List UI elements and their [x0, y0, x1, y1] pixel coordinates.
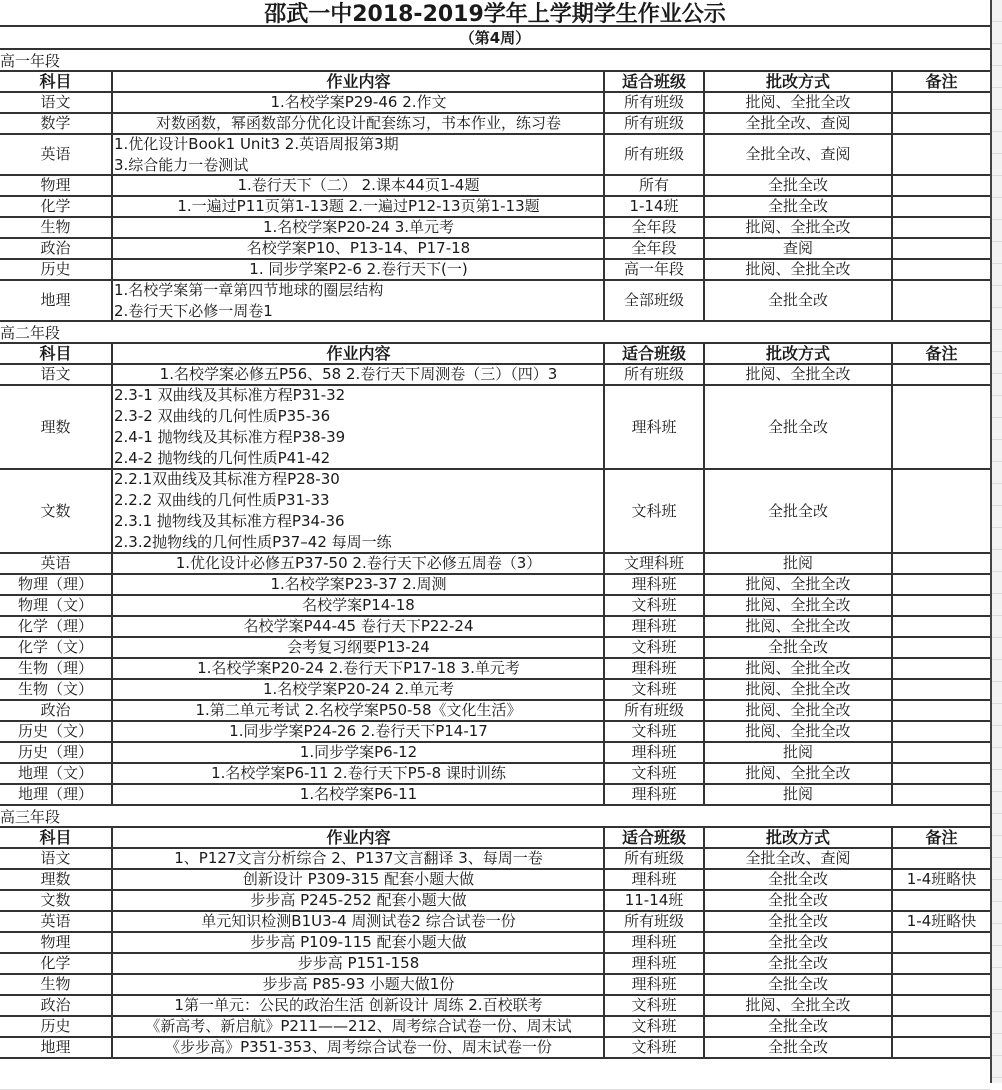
note-cell[interactable] — [893, 954, 990, 973]
empty-row — [0, 1059, 990, 1090]
classes-cell[interactable]: 全年段 — [605, 218, 705, 237]
note-cell[interactable] — [893, 281, 990, 320]
classes-cell[interactable]: 1-14班 — [605, 197, 705, 216]
method-cell[interactable]: 批阅、全批全改 — [705, 996, 893, 1015]
classes-cell[interactable]: 理科班 — [605, 386, 705, 468]
subject-cell[interactable]: 理数 — [0, 870, 113, 889]
content-line: 单元知识检测B1U3-4 周测试卷2 综合试卷一份 — [201, 912, 516, 930]
header-content: 作业内容 — [113, 344, 605, 363]
table-row — [0, 849, 990, 870]
classes-cell[interactable]: 理科班 — [605, 659, 705, 678]
content-cell[interactable] — [113, 954, 605, 973]
table-row — [0, 743, 990, 764]
note-cell[interactable] — [893, 1017, 990, 1036]
classes-cell[interactable]: 所有班级 — [605, 114, 705, 133]
content-line: 2.3-1 双曲线及其标准方程P31-32 — [114, 386, 346, 404]
note-cell[interactable] — [893, 176, 990, 195]
note-cell[interactable] — [893, 659, 990, 678]
content-cell[interactable] — [113, 596, 605, 615]
method-cell[interactable]: 批阅、全批全改 — [705, 596, 893, 615]
subject-cell[interactable]: 地理（文） — [0, 764, 113, 783]
method-cell[interactable]: 全批全改 — [705, 912, 893, 931]
subject-cell[interactable]: 化学（理） — [0, 617, 113, 636]
content-cell[interactable] — [113, 659, 605, 678]
content-line: 1. 同步学案P2-6 2.卷行天下(一) — [249, 260, 468, 278]
method-cell[interactable]: 全批全改 — [705, 954, 893, 973]
note-cell[interactable] — [893, 575, 990, 594]
subject-cell[interactable]: 历史（文） — [0, 722, 113, 741]
classes-cell[interactable]: 理科班 — [605, 785, 705, 804]
content-cell[interactable] — [113, 743, 605, 762]
subject-cell[interactable]: 文数 — [0, 891, 113, 910]
content-line: 2.3.1 抛物线及其标准方程P34-36 — [114, 512, 345, 530]
content-line: 1.一遍过P11页第1-13题 2.一遍过P12-13页第1-13题 — [177, 197, 540, 215]
table-row — [0, 135, 990, 176]
method-cell[interactable]: 批阅、全批全改 — [705, 260, 893, 279]
content-cell[interactable] — [113, 638, 605, 657]
table-row — [0, 659, 990, 680]
subject-cell[interactable]: 地理（理） — [0, 785, 113, 804]
table-row — [0, 617, 990, 638]
table-row — [0, 281, 990, 322]
note-cell[interactable] — [893, 470, 990, 552]
method-cell[interactable]: 批阅、全批全改 — [705, 701, 893, 720]
method-cell[interactable]: 全批全改 — [705, 891, 893, 910]
content-cell[interactable] — [113, 218, 605, 237]
header-classes: 适合班级 — [605, 72, 705, 91]
subject-cell[interactable]: 英语 — [0, 554, 113, 573]
method-cell[interactable]: 全批全改、查阅 — [705, 114, 893, 133]
note-cell[interactable]: 1-4班略快 — [906, 912, 977, 930]
content-line: 2.卷行天下必修一周卷1 — [114, 301, 273, 320]
note-cell[interactable] — [893, 218, 990, 237]
note-cell[interactable] — [893, 596, 990, 615]
content-cell[interactable] — [113, 554, 605, 573]
method-cell[interactable]: 批阅、全批全改 — [705, 722, 893, 741]
header-content: 作业内容 — [113, 72, 605, 91]
classes-cell[interactable]: 所有班级 — [605, 135, 705, 174]
method-cell[interactable]: 批阅 — [705, 554, 893, 573]
classes-cell[interactable]: 所有班级 — [605, 849, 705, 868]
table-row — [0, 365, 990, 386]
method-cell[interactable]: 全批全改 — [705, 933, 893, 952]
content-cell[interactable] — [113, 617, 605, 636]
content-cell[interactable] — [113, 176, 605, 195]
note-cell[interactable] — [893, 764, 990, 783]
subject-cell[interactable]: 历史 — [0, 1017, 113, 1036]
header-classes: 适合班级 — [605, 344, 705, 363]
content-line: 《步步高》P351-353、周考综合试卷一份、周末试卷一份 — [165, 1038, 552, 1056]
content-line: 1.名校学案P23-37 2.周测 — [270, 575, 447, 593]
method-cell[interactable]: 批阅 — [705, 785, 893, 804]
section-label: 高二年段 — [0, 322, 990, 344]
content-line: 1.名校学案P6-11 — [299, 785, 418, 803]
subject-cell[interactable]: 地理 — [0, 1038, 113, 1057]
note-cell[interactable] — [893, 722, 990, 741]
subject-cell[interactable]: 地理 — [0, 281, 113, 320]
header-note: 备注 — [925, 72, 958, 91]
note-cell[interactable] — [893, 638, 990, 657]
subject-cell[interactable]: 生物（文） — [0, 680, 113, 699]
classes-cell[interactable]: 文理科班 — [605, 554, 705, 573]
content-line: 名校学案P44-45 卷行天下P22-24 — [243, 617, 474, 635]
table-row — [0, 996, 990, 1017]
subject-cell[interactable]: 语文 — [0, 849, 113, 868]
method-cell[interactable]: 全批全改 — [705, 470, 893, 552]
table-row — [0, 575, 990, 596]
table-row — [0, 386, 990, 470]
table-row — [0, 870, 990, 891]
header-content: 作业内容 — [113, 828, 605, 847]
method-cell[interactable]: 全批全改 — [705, 386, 893, 468]
spreadsheet-gutter — [990, 0, 1002, 1083]
note-cell[interactable] — [893, 386, 990, 468]
method-cell[interactable]: 批阅、全批全改 — [705, 680, 893, 699]
sections-container — [0, 50, 990, 1059]
note-cell[interactable] — [893, 239, 990, 258]
note-cell[interactable] — [893, 743, 990, 762]
classes-cell[interactable]: 文科班 — [605, 722, 705, 741]
method-cell[interactable]: 批阅、全批全改 — [705, 659, 893, 678]
week-label: （第4周） — [0, 27, 990, 50]
content-cell[interactable] — [113, 1017, 605, 1036]
content-line: 名校学案P14-18 — [302, 596, 415, 614]
subject-cell[interactable]: 物理 — [0, 933, 113, 952]
header-note: 备注 — [925, 344, 958, 363]
header-note: 备注 — [925, 828, 958, 847]
method-cell[interactable]: 批阅、全批全改 — [705, 764, 893, 783]
content-line: 1.第二单元考试 2.名校学案P50-58《文化生活》 — [195, 701, 522, 719]
subject-cell[interactable]: 历史 — [0, 260, 113, 279]
header-subject: 科目 — [0, 344, 113, 363]
table-row — [0, 638, 990, 659]
content-cell[interactable] — [113, 260, 605, 279]
classes-cell[interactable]: 全年段 — [605, 239, 705, 258]
table-row — [0, 933, 990, 954]
content-line: 1.名校学案第一章第四节地球的圈层结构 — [114, 281, 384, 299]
table-row — [0, 1038, 990, 1059]
content-line: 1.同步学案P6-12 — [299, 743, 418, 761]
table-row — [0, 785, 990, 806]
content-cell[interactable] — [113, 933, 605, 952]
table-row — [0, 176, 990, 197]
content-line: 步步高 P85-93 小题大做1份 — [262, 975, 455, 993]
content-cell[interactable] — [113, 701, 605, 720]
header-method: 批改方式 — [705, 72, 893, 91]
content-line: 2.4-2 抛物线的几何性质P41-42 — [114, 449, 331, 467]
content-line: 1.优化设计Book1 Unit3 2.英语周报第3期 — [114, 135, 399, 153]
content-line: 1.卷行天下（二） 2.课本44页1-4题 — [237, 176, 480, 194]
table-row — [0, 260, 990, 281]
header-classes: 适合班级 — [605, 828, 705, 847]
method-cell[interactable]: 全批全改 — [705, 1017, 893, 1036]
content-line: 步步高 P151-158 — [297, 954, 420, 972]
subject-cell[interactable]: 政治 — [0, 701, 113, 720]
classes-cell[interactable]: 文科班 — [605, 596, 705, 615]
method-cell[interactable]: 全批全改 — [705, 1038, 893, 1057]
table-row — [0, 975, 990, 996]
classes-cell[interactable]: 所有 — [605, 176, 705, 195]
classes-cell[interactable]: 理科班 — [605, 575, 705, 594]
content-line: 2.2.2 双曲线的几何性质P31-33 — [114, 491, 330, 509]
classes-cell[interactable]: 文科班 — [605, 1017, 705, 1036]
content-line: 3.综合能力一卷测试 — [114, 155, 249, 174]
table-row — [0, 954, 990, 975]
classes-cell[interactable]: 理科班 — [605, 743, 705, 762]
subject-cell[interactable]: 英语 — [0, 912, 113, 931]
content-line: 1.同步学案P24-26 2.卷行天下P14-17 — [229, 722, 488, 740]
table-row — [0, 218, 990, 239]
content-line: 名校学案P10、P13-14、P17-18 — [246, 239, 471, 257]
method-cell[interactable]: 全批全改 — [705, 197, 893, 216]
subject-cell[interactable]: 生物（理） — [0, 659, 113, 678]
content-cell[interactable] — [113, 575, 605, 594]
subject-cell[interactable]: 化学（文） — [0, 638, 113, 657]
note-cell[interactable] — [893, 701, 990, 720]
header-method: 批改方式 — [705, 344, 893, 363]
note-cell[interactable] — [893, 975, 990, 994]
header-subject: 科目 — [0, 828, 113, 847]
classes-cell[interactable]: 理科班 — [605, 617, 705, 636]
classes-cell[interactable]: 理科班 — [605, 954, 705, 973]
table-row — [0, 764, 990, 785]
note-cell[interactable] — [893, 93, 990, 112]
content-line: 会考复习纲要P13-24 — [287, 638, 430, 656]
table-row — [0, 470, 990, 554]
method-cell[interactable]: 全批全改 — [705, 975, 893, 994]
content-cell[interactable] — [113, 239, 605, 258]
note-cell[interactable] — [893, 135, 990, 174]
content-line: 步步高 P109-115 配套小题大做 — [250, 933, 467, 951]
table-header-row — [0, 344, 990, 365]
header-method: 批改方式 — [705, 828, 893, 847]
method-cell[interactable]: 全批全改 — [705, 176, 893, 195]
method-cell[interactable]: 全批全改、查阅 — [705, 849, 893, 868]
note-cell[interactable] — [893, 554, 990, 573]
table-row — [0, 93, 990, 114]
subject-cell[interactable]: 政治 — [0, 996, 113, 1015]
content-line: 1.名校学案P20-24 2.卷行天下P17-18 3.单元考 — [197, 659, 520, 677]
content-line: 2.3.2抛物线的几何性质P37–42 每周一练 — [114, 533, 392, 551]
content-line: 《新高考、新启航》P211——212、周考综合试卷一份、周末试 — [145, 1017, 572, 1035]
classes-cell[interactable]: 所有班级 — [605, 93, 705, 112]
classes-cell[interactable]: 高一年段 — [605, 260, 705, 279]
content-line: 步步高 P245-252 配套小题大做 — [250, 891, 467, 909]
content-cell[interactable] — [113, 197, 605, 216]
table-header-row — [0, 828, 990, 849]
method-cell[interactable]: 批阅、全批全改 — [705, 575, 893, 594]
content-cell[interactable] — [113, 386, 605, 468]
subject-cell[interactable]: 物理 — [0, 176, 113, 195]
content-cell[interactable] — [113, 870, 605, 889]
method-cell[interactable]: 查阅 — [705, 239, 893, 258]
page-title: 邵武一中2018-2019学年上学期学生作业公示 — [0, 0, 990, 27]
method-cell[interactable]: 批阅、全批全改 — [705, 93, 893, 112]
content-cell[interactable] — [113, 891, 605, 910]
method-cell[interactable]: 全批全改 — [705, 281, 893, 320]
classes-cell[interactable]: 理科班 — [605, 933, 705, 952]
content-line: 1.优化设计必修五P37-50 2.卷行天下必修五周卷（3） — [175, 554, 542, 572]
classes-cell[interactable]: 11-14班 — [605, 891, 705, 910]
note-cell[interactable] — [893, 1038, 990, 1057]
method-cell[interactable]: 批阅、全批全改 — [705, 218, 893, 237]
note-cell[interactable] — [893, 785, 990, 804]
table-row — [0, 722, 990, 743]
content-cell[interactable] — [113, 135, 605, 174]
subject-cell[interactable]: 物理（文） — [0, 596, 113, 615]
content-cell[interactable] — [113, 281, 605, 320]
table-row — [0, 197, 990, 218]
subject-cell[interactable]: 语文 — [0, 365, 113, 384]
table-row — [0, 114, 990, 135]
section-label: 高三年段 — [0, 806, 990, 828]
note-cell[interactable] — [893, 365, 990, 384]
content-line: 2.4-1 抛物线及其标准方程P38-39 — [114, 428, 346, 446]
subject-cell[interactable]: 英语 — [0, 135, 113, 174]
header-subject: 科目 — [0, 72, 113, 91]
note-cell[interactable]: 1-4班略快 — [906, 870, 977, 888]
content-cell[interactable] — [113, 470, 605, 552]
method-cell[interactable]: 全批全改 — [705, 870, 893, 889]
classes-cell[interactable]: 理科班 — [605, 975, 705, 994]
subject-cell[interactable]: 历史（理） — [0, 743, 113, 762]
content-line: 1.名校学案P20-24 3.单元考 — [262, 218, 455, 236]
section-label: 高一年段 — [0, 50, 990, 72]
classes-cell[interactable]: 文科班 — [605, 996, 705, 1015]
classes-cell[interactable]: 理科班 — [605, 870, 705, 889]
content-line: 1第一单元：公民的政治生活 创新设计 周练 2.百校联考 — [174, 996, 543, 1014]
content-line: 1.名校学案P20-24 2.单元考 — [262, 680, 455, 698]
content-cell[interactable] — [113, 849, 605, 868]
subject-cell[interactable]: 化学 — [0, 197, 113, 216]
content-line: 2.3-2 双曲线的几何性质P35-36 — [114, 407, 331, 425]
table-row — [0, 554, 990, 575]
classes-cell[interactable]: 文科班 — [605, 680, 705, 699]
note-cell[interactable] — [893, 197, 990, 216]
content-cell[interactable] — [113, 722, 605, 741]
classes-cell[interactable]: 所有班级 — [605, 365, 705, 384]
content-cell[interactable] — [113, 93, 605, 112]
note-cell[interactable] — [893, 996, 990, 1015]
classes-cell[interactable]: 全部班级 — [605, 281, 705, 320]
note-cell[interactable] — [893, 114, 990, 133]
content-line: 对数函数，幂函数部分优化设计配套练习，书本作业，练习卷 — [155, 114, 561, 132]
classes-cell[interactable]: 文科班 — [605, 470, 705, 552]
table-row — [0, 891, 990, 912]
note-cell[interactable] — [893, 891, 990, 910]
classes-cell[interactable]: 所有班级 — [605, 912, 705, 931]
content-line: 1.名校学案P6-11 2.卷行天下P5-8 课时训练 — [211, 764, 506, 782]
content-line: 1.名校学案P29-46 2.作文 — [270, 93, 447, 111]
classes-cell[interactable]: 文科班 — [605, 1038, 705, 1057]
subject-cell[interactable]: 物理（理） — [0, 575, 113, 594]
content-cell[interactable] — [113, 785, 605, 804]
content-line: 1.名校学案必修五P56、58 2.卷行天下周测卷（三）（四）3 — [159, 365, 558, 383]
method-cell[interactable]: 批阅 — [705, 743, 893, 762]
subject-cell[interactable]: 数学 — [0, 114, 113, 133]
method-cell[interactable]: 全批全改 — [705, 638, 893, 657]
content-line: 创新设计 P309-315 配套小题大做 — [242, 870, 475, 888]
content-cell[interactable] — [113, 975, 605, 994]
method-cell[interactable]: 批阅、全批全改 — [705, 365, 893, 384]
table-header-row — [0, 72, 990, 93]
content-cell[interactable] — [113, 764, 605, 783]
subject-cell[interactable]: 生物 — [0, 218, 113, 237]
table-row — [0, 701, 990, 722]
subject-cell[interactable]: 政治 — [0, 239, 113, 258]
note-cell[interactable] — [893, 260, 990, 279]
content-cell[interactable] — [113, 680, 605, 699]
content-line: 2.2.1双曲线及其标准方程P28-30 — [114, 470, 340, 488]
subject-cell[interactable]: 文数 — [0, 470, 113, 552]
classes-cell[interactable]: 文科班 — [605, 764, 705, 783]
method-cell[interactable]: 批阅、全批全改 — [705, 617, 893, 636]
table-row — [0, 239, 990, 260]
table-row — [0, 680, 990, 701]
content-cell[interactable] — [113, 114, 605, 133]
note-cell[interactable] — [893, 849, 990, 868]
classes-cell[interactable]: 文科班 — [605, 638, 705, 657]
subject-cell[interactable]: 化学 — [0, 954, 113, 973]
note-cell[interactable] — [893, 617, 990, 636]
content-line: 1、P127文言分析综合 2、P137文言翻译 3、每周一卷 — [174, 849, 543, 867]
table-row — [0, 912, 990, 933]
table-row — [0, 1017, 990, 1038]
subject-cell[interactable]: 语文 — [0, 93, 113, 112]
subject-cell[interactable]: 生物 — [0, 975, 113, 994]
method-cell[interactable]: 全批全改、查阅 — [705, 135, 893, 174]
content-cell[interactable] — [113, 912, 605, 931]
content-cell[interactable] — [113, 1038, 605, 1057]
subject-cell[interactable]: 理数 — [0, 386, 113, 468]
classes-cell[interactable]: 所有班级 — [605, 701, 705, 720]
note-cell[interactable] — [893, 933, 990, 952]
content-cell[interactable] — [113, 365, 605, 384]
content-cell[interactable] — [113, 996, 605, 1015]
table-row — [0, 596, 990, 617]
note-cell[interactable] — [893, 680, 990, 699]
